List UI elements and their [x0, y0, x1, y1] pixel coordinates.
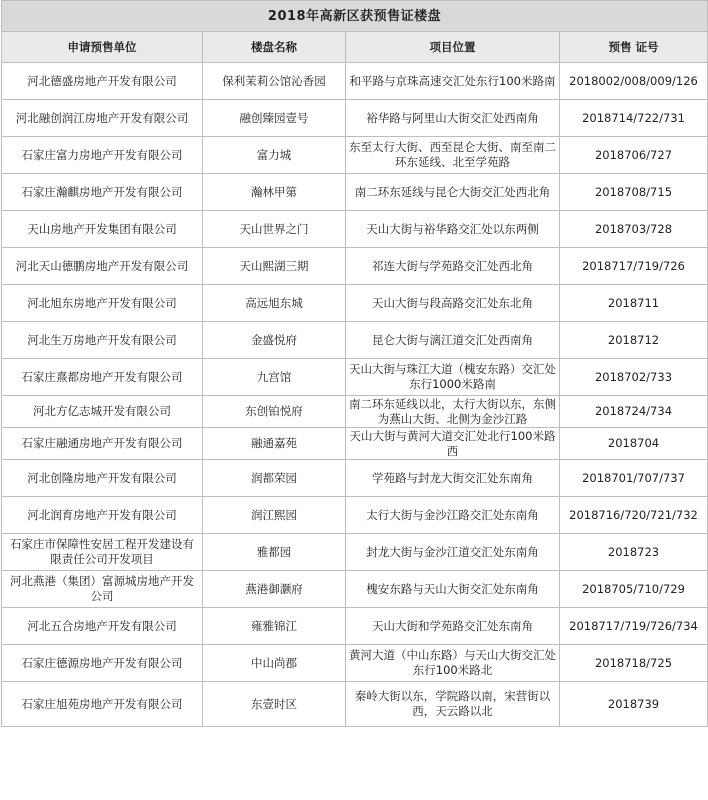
cell-location: 天山大街与黄河大道交汇处北行100米路西 — [346, 428, 560, 460]
table-row — [2, 248, 708, 285]
cell-name: 天山世界之门 — [203, 211, 346, 248]
table-row — [2, 63, 708, 100]
cell-name: 燕港御灏府 — [203, 571, 346, 608]
cell-permit: 2018002/008/009/126 — [560, 63, 708, 100]
cell-name: 中山尚郡 — [203, 645, 346, 682]
cell-developer: 石家庄市保障性安居工程开发建设有限责任公司开发项目 — [2, 534, 203, 571]
table-row — [2, 100, 708, 137]
cell-developer: 石家庄旭苑房地产开发有限公司 — [2, 682, 203, 727]
cell-permit: 2018703/728 — [560, 211, 708, 248]
cell-location: 太行大街与金沙江路交汇处东南角 — [346, 497, 560, 534]
cell-location: 学苑路与封龙大街交汇处东南角 — [346, 460, 560, 497]
cell-permit: 2018718/725 — [560, 645, 708, 682]
table-row — [2, 396, 708, 428]
cell-developer: 河北旭东房地产开发有限公司 — [2, 285, 203, 322]
cell-location: 黄河大道（中山东路）与天山大街交汇处东行100米路北 — [346, 645, 560, 682]
cell-name: 富力城 — [203, 137, 346, 174]
cell-developer: 河北德盛房地产开发有限公司 — [2, 63, 203, 100]
table-row — [2, 571, 708, 608]
cell-developer: 石家庄熹都房地产开发有限公司 — [2, 359, 203, 396]
table-title: 2018年高新区获预售证楼盘 — [2, 1, 708, 32]
cell-developer: 河北创隆房地产开发有限公司 — [2, 460, 203, 497]
cell-name: 雍雅锦江 — [203, 608, 346, 645]
cell-name: 瀚林甲第 — [203, 174, 346, 211]
header-permit: 预售 证号 — [560, 32, 708, 63]
title-row — [2, 1, 708, 32]
table-row — [2, 682, 708, 727]
cell-name: 九宫馆 — [203, 359, 346, 396]
table-row — [2, 534, 708, 571]
cell-permit: 2018716/720/721/732 — [560, 497, 708, 534]
cell-name: 雅都园 — [203, 534, 346, 571]
cell-name: 润江熙园 — [203, 497, 346, 534]
cell-location: 东至太行大街、西至昆仑大街、南至南二环东延线、北至学苑路 — [346, 137, 560, 174]
cell-developer: 河北五合房地产开发有限公司 — [2, 608, 203, 645]
cell-name: 东壹时区 — [203, 682, 346, 727]
cell-developer: 河北生万房地产开发有限公司 — [2, 322, 203, 359]
cell-name: 金盛悦府 — [203, 322, 346, 359]
cell-location: 天山大街和学苑路交汇处东南角 — [346, 608, 560, 645]
header-developer: 申请预售单位 — [2, 32, 203, 63]
cell-permit: 2018708/715 — [560, 174, 708, 211]
cell-permit: 2018702/733 — [560, 359, 708, 396]
header-name: 楼盘名称 — [203, 32, 346, 63]
cell-location: 秦岭大街以东，学院路以南，宋营街以西，天云路以北 — [346, 682, 560, 727]
cell-location: 天山大街与段高路交汇处东北角 — [346, 285, 560, 322]
table-row — [2, 608, 708, 645]
cell-name: 润都荣园 — [203, 460, 346, 497]
cell-developer: 河北燕港（集团）富源城房地产开发公司 — [2, 571, 203, 608]
table-row — [2, 211, 708, 248]
cell-name: 融创臻园壹号 — [203, 100, 346, 137]
cell-location: 和平路与京珠高速交汇处东行100米路南 — [346, 63, 560, 100]
cell-developer: 天山房地产开发集团有限公司 — [2, 211, 203, 248]
presale-table — [1, 0, 708, 727]
cell-developer: 石家庄融通房地产开发有限公司 — [2, 428, 203, 460]
cell-permit: 2018701/707/737 — [560, 460, 708, 497]
header-location: 项目位置 — [346, 32, 560, 63]
table-row — [2, 460, 708, 497]
cell-permit: 2018714/722/731 — [560, 100, 708, 137]
header-row — [2, 32, 708, 63]
cell-permit: 2018705/710/729 — [560, 571, 708, 608]
cell-location: 裕华路与阿里山大街交汇处西南角 — [346, 100, 560, 137]
table-row — [2, 137, 708, 174]
cell-developer: 河北方亿志城开发有限公司 — [2, 396, 203, 428]
table-row — [2, 174, 708, 211]
cell-location: 祁连大街与学苑路交汇处西北角 — [346, 248, 560, 285]
cell-developer: 河北融创润江房地产开发有限公司 — [2, 100, 203, 137]
cell-location: 南二环东延线以北，太行大街以东，东侧为燕山大街、北侧为金沙江路 — [346, 396, 560, 428]
table-body — [2, 63, 708, 727]
cell-permit: 2018717/719/726/734 — [560, 608, 708, 645]
cell-name: 东创铂悦府 — [203, 396, 346, 428]
cell-name: 保利茉莉公馆沁香园 — [203, 63, 346, 100]
cell-location: 昆仑大街与漓江道交汇处西南角 — [346, 322, 560, 359]
cell-name: 融通嘉苑 — [203, 428, 346, 460]
cell-name: 高远旭东城 — [203, 285, 346, 322]
cell-location: 天山大街与珠江大道（槐安东路）交汇处东行1000米路南 — [346, 359, 560, 396]
table-row — [2, 645, 708, 682]
cell-permit: 2018711 — [560, 285, 708, 322]
cell-developer: 河北天山德鹏房地产开发有限公司 — [2, 248, 203, 285]
cell-permit: 2018712 — [560, 322, 708, 359]
table-row — [2, 359, 708, 396]
cell-permit: 2018724/734 — [560, 396, 708, 428]
cell-permit: 2018706/727 — [560, 137, 708, 174]
cell-permit: 2018723 — [560, 534, 708, 571]
table-row — [2, 285, 708, 322]
cell-developer: 河北润育房地产开发有限公司 — [2, 497, 203, 534]
table-row — [2, 428, 708, 460]
cell-location: 封龙大街与金沙江道交汇处东南角 — [346, 534, 560, 571]
cell-location: 南二环东延线与昆仑大街交汇处西北角 — [346, 174, 560, 211]
cell-developer: 石家庄德源房地产开发有限公司 — [2, 645, 203, 682]
cell-permit: 2018704 — [560, 428, 708, 460]
cell-location: 槐安东路与天山大街交汇处东南角 — [346, 571, 560, 608]
cell-developer: 石家庄瀚麒房地产开发有限公司 — [2, 174, 203, 211]
table-row — [2, 497, 708, 534]
cell-location: 天山大街与裕华路交汇处以东两侧 — [346, 211, 560, 248]
cell-permit: 2018717/719/726 — [560, 248, 708, 285]
cell-permit: 2018739 — [560, 682, 708, 727]
table-row — [2, 322, 708, 359]
cell-developer: 石家庄富力房地产开发有限公司 — [2, 137, 203, 174]
cell-name: 天山熙湖三期 — [203, 248, 346, 285]
